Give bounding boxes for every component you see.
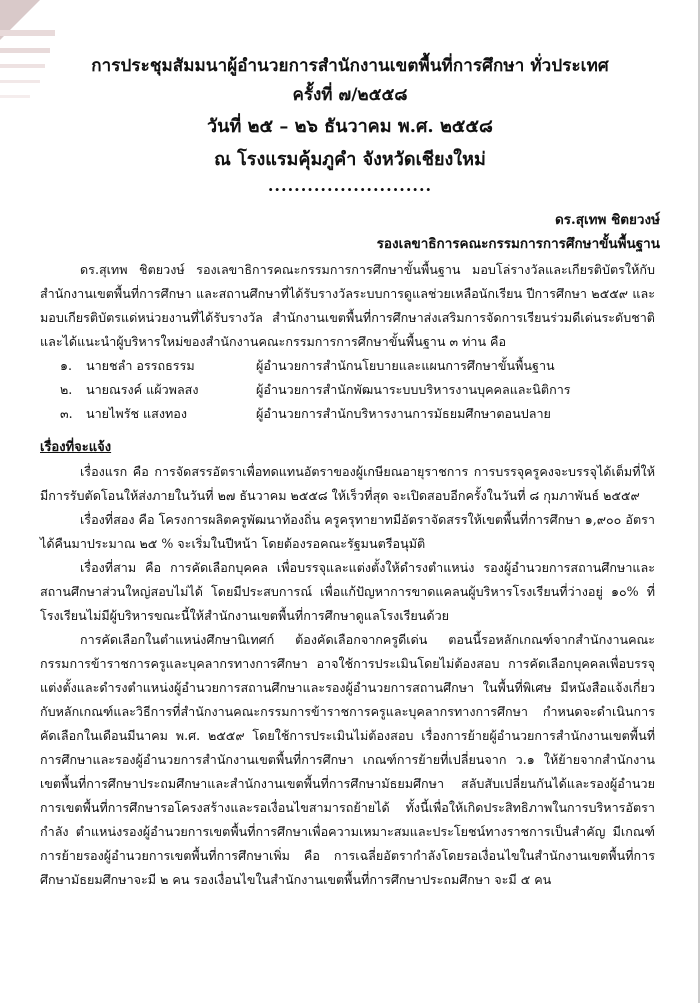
item-number: ๒. [60, 382, 73, 397]
list-item [40, 354, 655, 378]
executive-list [40, 354, 655, 426]
list-item [40, 378, 655, 402]
item-number: ๓. [60, 406, 73, 421]
document-header [30, 52, 670, 196]
item-number: ๑. [60, 358, 72, 373]
paragraph-3: เรื่องที่สาม คือ การคัดเลือกบุคคล เพื่อบรรจุและแต่งตั้งให้ดำรงตำแหน่ง รองผู้อำนวยการสถานศึกษาและสถานศึกษาส่วนใหญ่สอบไม่ได้ โดยมีประสบการณ์ เพื่อแก้ปัญหาการขาดแคลนผู้บริหารโรงเรียนที่ว่างอยู่ ๑๐% ที่โรงเรียนไม่มีผู้บริหารขณะนี้ให้สำนักงานเขตพื้นที่การศึกษาดูแลโรงเรียนด้วย [40, 560, 655, 623]
paragraph-2: เรื่องที่สอง คือ โครงการผลิตครูพัฒนาท้องถิ่น ครูครุทายาทมีอัตราจัดสรรให้เขตพื้นที่การศึกษา ๑,๙๐๐ อัตรา ได้คืนมาประมาณ ๒๕ % จะเริ่มในปีหน้า โดยต้องรอคณะรัฐมนตรีอนุมัติ [40, 512, 655, 551]
executive-position: ผู้อำนวยการสำนักนโยบายและแผนการศึกษาขั้นพื้นฐาน [256, 358, 555, 373]
executive-name: นายชลำ อรรถธรรม [86, 358, 195, 373]
executive-name: นายไพรัช แสงทอง [86, 406, 187, 421]
speaker-block [377, 208, 660, 256]
meeting-venue: ณ โรงแรมคุ้มภูคำ จังหวัดเชียงใหม่ [214, 149, 486, 170]
meeting-number: ครั้งที่ ๗/๒๕๕๘ [292, 85, 408, 105]
document-title: การประชุมสัมมนาผู้อำนวยการสำนักงานเขตพื้นที่การศึกษา ทั่วประเทศ [91, 56, 609, 76]
meeting-date: วันที่ ๒๕ – ๒๖ ธันวาคม พ.ศ. ๒๕๕๘ [207, 116, 493, 137]
paragraph-4: การคัดเลือกในตำแหน่งศึกษานิเทศก์ ต้องคัดเลือกจากครูดีเด่น ตอนนี้รอหลักเกณฑ์จากสำนักงานคณะกรรมการข้าราชการครูและบุคลากรทางการศึกษา อาจใช้การประเมินโดยไม่ต้องสอบ การคัดเลือกบุคคลเพื่อบรรจุแต่งตั้งและดำรงตำแหน่งผู้อำนวยการสถานศึกษาและรองผู้อำนวยการสถานศึกษา ในพื้นที่พิเศษ มีหนังสือแจ้งเกี่ยวกับหลักเกณฑ์และวิธีการที่สำนักงานคณะกรรมการข้าราชการครูและบุคลากรทางการศึกษา กำหนดจะดำเนินการคัดเลือกในเดือนมีนาคม พ.ศ. ๒๕๕๙ โดยใช้การประเมินไม่ต้องสอบ เรื่องการย้ายผู้อำนวยการสำนักงานเขตพื้นที่การศึกษาและรองผู้อำนวยการสำนักงานเขตพื้นที่การศึกษา เกณฑ์การย้ายที่เปลี่ยนจาก ว.๑ ให้ย้ายจากสำนักงานเขตพื้นที่การศึกษาประถมศึกษาและสำนักงานเขตพื้นที่การศึกษามัธยมศึกษา สลับสับเปลี่ยนกันได้และรองผู้อำนวยการเขตพื้นที่การศึกษารอโครงสร้างและรอเงื่อนไขสามารถย้ายได้ ทั้งนี้เพื่อให้เกิดประสิทธิภาพในการบริหารอัตรากำลัง ตำแหน่งรองผู้อำนวยการเขตพื้นที่การศึกษาเพื่อความเหมาะสมและประโยชน์ทางราชการเป็นสำคัญ มีเกณฑ์การย้ายรองผู้อำนวยการเขตพื้นที่การศึกษาเพิ่ม คือ การเฉลี่ยอัตรากำลังโดยรอเงื่อนไขในสำนักงานเขตพื้นที่การศึกษามัธยมศึกษาจะมี ๒ คน รองเงื่อนไขในสำนักงานเขตพื้นที่การศึกษาประถมศึกษา จะมี ๕ คน [40, 632, 655, 887]
speaker-name: ดร.สุเทพ ชิตยวงษ์ [555, 212, 660, 228]
executive-position: ผู้อำนวยการสำนักพัฒนาระบบบริหารงานบุคคลและนิติการ [256, 382, 571, 397]
document-body [40, 258, 655, 892]
speaker-position: รองเลขาธิการคณะกรรมการการศึกษาขั้นพื้นฐาน [376, 236, 660, 252]
separator-dots: ......................... [267, 176, 433, 195]
list-item [40, 402, 655, 426]
executive-position: ผู้อำนวยการสำนักบริหารงานการมัธยมศึกษาตอนปลาย [256, 406, 551, 421]
paragraph-1: เรื่องแรก คือ การจัดสรรอัตราเพื่อทดแทนอัตราของผู้เกษียณอายุราชการ การบรรจุครูคงจะบรรจุได้เต็มที่ให้มีการรับตัดโอนให้ส่งภายในวันที่ ๒๗ ธันวาคม ๒๕๕๘ ให้เร็วที่สุด จะเปิดสอบอีกครั้งในวันที่ ๘ กุมภาพันธ์ ๒๕๕๙ [40, 464, 655, 503]
section-title: เรื่องที่จะแจ้ง [40, 440, 112, 455]
intro-paragraph: ดร.สุเทพ ชิตยวงษ์ รองเลขาธิการคณะกรรมการการศึกษาขั้นพื้นฐาน มอบโล่รางวัลและเกียรติบัตรให้กับสำนักงานเขตพื้นที่การศึกษา และสถานศึกษาที่ได้รับรางวัลระบบการดูแลช่วยเหลือนักเรียน ปีการศึกษา ๒๕๕๙ และมอบเกียรติบัตรแด่หน่วยงานที่ได้รับรางวัล สำนักงานเขตพื้นที่การศึกษาส่งเสริมการจัดการเรียนร่วมดีเด่นระดับชาติ และได้แนะนำผู้บริหารใหม่ของสำนักงานคณะกรรมการการศึกษาขั้นพื้นฐาน ๓ ท่าน คือ [40, 262, 655, 349]
executive-name: นายณรงค์ แผ้วพลสง [86, 382, 199, 397]
